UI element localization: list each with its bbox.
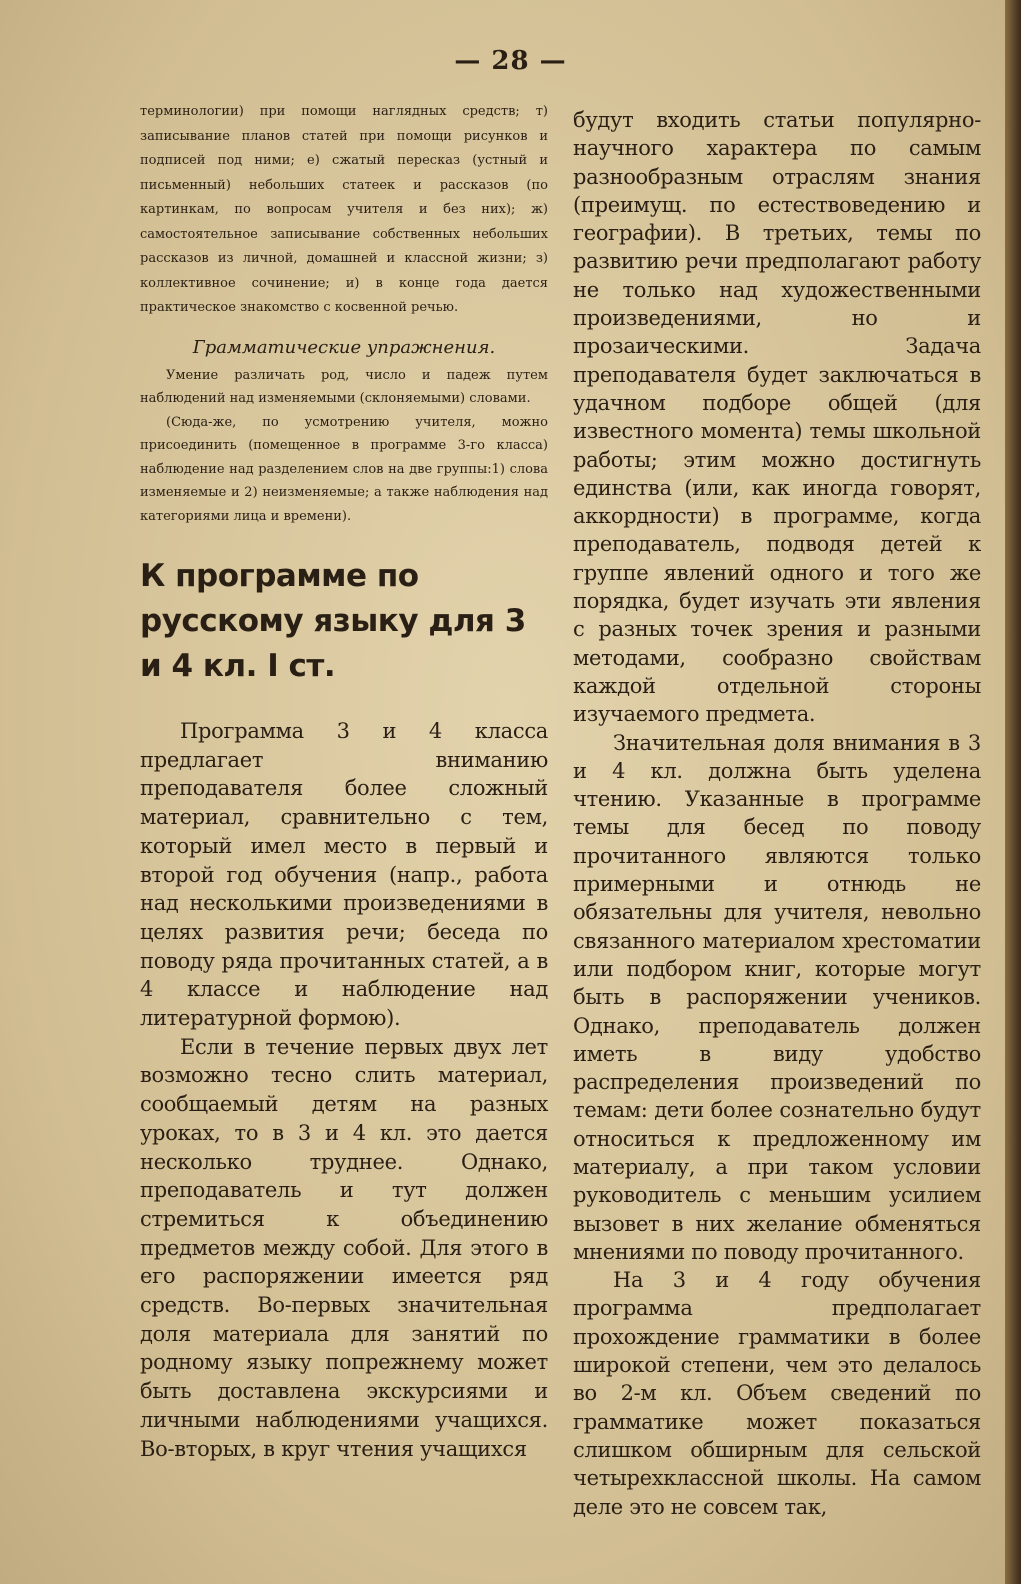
body-paragraph-1: Программа 3 и 4 класса предлагает вниманию преподавателя более сложный материал, сравнительно с тем, который имел место в первый и второй год обучения (напр., работа над несколькими произведениями в целях развития речи; беседа по поводу ряда прочитанных статей, а в 4 классе и наблюдение над литературной формою). [140,719,548,1031]
right-paragraph-3: На 3 и 4 году обучения программа предполагает прохождение грамматики в более широкой степени, чем это делалось во 2-м кл. Объем сведений по грамматике может показаться слишком обширным для сельской четырехклассной школы. На самом деле это не совсем так, [573,1268,981,1519]
grammar-paragraph-2: (Сюда-же, по усмотрению учителя, можно присоединить (помещенное в программе 3-го класса) наблюдение над разделением слов на две группы:1) слова изменяемые и 2) неизменяемые; а также наблюдения над категориями лица и времени). [140,414,548,524]
body-paragraph-2: Если в течение первых двух лет возможно тесно слить материал, сообщаемый детям на разных уроках, то в 3 и 4 кл. это дается несколько труднее. Однако, преподаватель и тут должен стремиться к объединению предметов между собой. Для этого в его распоряжении имеется ряд средств. Во-первых значительная доля материала для занятий по родному языку попрежнему может быть доставлена экскурсиями и личными наблюдениями учащихся. Во-вторых, в круг чтения учащихся [140,1034,548,1461]
right-column [573,106,981,1521]
right-paragraph-2: Значительная доля внимания в 3 и 4 кл. должна быть уделена чтению. Указанные в программе темы для бесед по поводу прочитанного являются только примерными и отнюдь не обязательны для учителя, невольно связанного материалом хрестоматии или подбором книг, которые могут быть в распоряжении учеников. Однако, преподаватель должен иметь в виду удобство распределения произведений по темам: дети более сознательно будут относиться к предложенному им материалу, а при таком условии руководитель с меньшим усилием вызовет в них желание обменяться мнениями по поводу прочитанного. [573,730,981,1264]
page-edge-shadow [1005,0,1021,1584]
right-paragraph-1: будут входить статьи популярно-научного характера по самым разнообразным отраслям знания (преимущ. по естествоведению и географии). В третьих, темы по развитию речи предполагают работу не только над художественными произведениями, но и прозаическими. Задача преподавателя будет заключаться в удачном подборе общей (для известного момента) темы школьной работы; этим можно достигнуть единства (или, как иногда говорят, аккордности) в программе, когда преподаватель, подводя детей к группе явлений одного и того же порядка, будет изучать эти явления с разных точек зрения и разными методами, сообразно свойствам каждой отдельной стороны изучаемого предмета. [573,108,981,727]
page-number: — 28 — [454,46,567,76]
section-title: К программе по русскому языку для 3 и 4 кл. I ст. [140,558,526,684]
grammar-subheading: Грамматические упражнения. [192,336,496,358]
intro-paragraph: терминологии) при помощи наглядных средств; т) записывание планов статей при помощи рисунков и подписей под ними; е) сжатый пересказ (устный и письменный) небольших статеек и рассказов (по картинкам, по вопросам учителя и без них); ж) самостоятельное записывание собственных небольших рассказов из личной, домашней и классной жизни; з) коллективное сочинение; и) в конце года дается практическое знакомство с косвенной речью. [140,104,548,315]
left-column [140,100,548,1463]
grammar-paragraph-1: Умение различать род, число и падеж путем наблюдений над изменяемыми (склоняемыми) словами. [140,367,548,406]
